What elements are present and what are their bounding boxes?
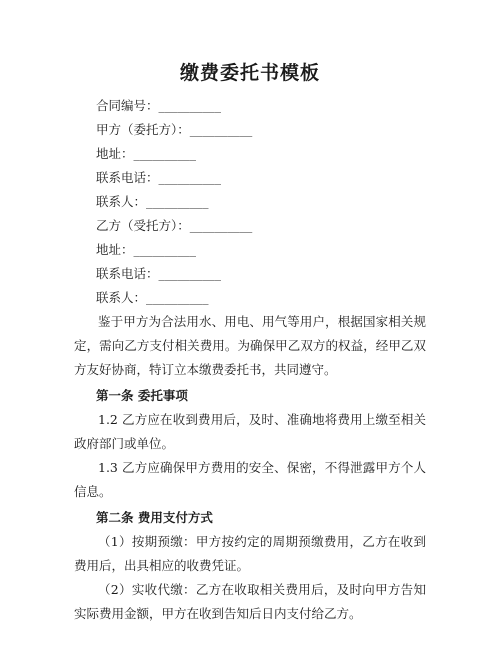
article-2-item-2: （2）实收代缴：乙方在收取相关费用后，及时向甲方告知实际费用金额，甲方在收到告知后日内支付给乙方。 <box>74 582 426 621</box>
party-b-line: 乙方（受托方）：__________ <box>96 218 253 233</box>
party-a-contact-line: 联系人：__________ <box>96 194 209 209</box>
intro-paragraph: 鉴于甲方为合法用水、用电、用气等用户，根据国家相关规定，需向乙方支付相关费用。为确保甲乙双方的权益，经甲乙双方友好协商，特订立本缴费委托书，共同遵守。 <box>74 314 426 377</box>
party-b-address-line: 地址：__________ <box>96 242 197 257</box>
party-b-phone-line: 联系电话：__________ <box>96 266 222 281</box>
party-b-contact-line: 联系人：__________ <box>96 290 209 305</box>
article-1-heading: 第一条 委托事项 <box>96 388 188 403</box>
article-2-item-1: （1）按期预缴：甲方按约定的周期预缴费用，乙方在收到费用后，出具相应的收费凭证。 <box>74 534 426 573</box>
article-1-item-2: 1.3 乙方应确保甲方费用的安全、保密，不得泄露甲方个人信息。 <box>74 460 426 499</box>
party-a-address-line: 地址：__________ <box>96 146 197 161</box>
article-1-item-1: 1.2 乙方应在收到费用后，及时、准确地将费用上缴至相关政府部门或单位。 <box>74 412 426 451</box>
party-a-line: 甲方（委托方）：__________ <box>96 122 253 137</box>
article-2-heading: 第二条 费用支付方式 <box>96 510 213 525</box>
contract-number-line: 合同编号：__________ <box>96 98 222 113</box>
document-title: 缴费委托书模板 <box>179 62 320 84</box>
party-a-phone-line: 联系电话：__________ <box>96 170 222 185</box>
